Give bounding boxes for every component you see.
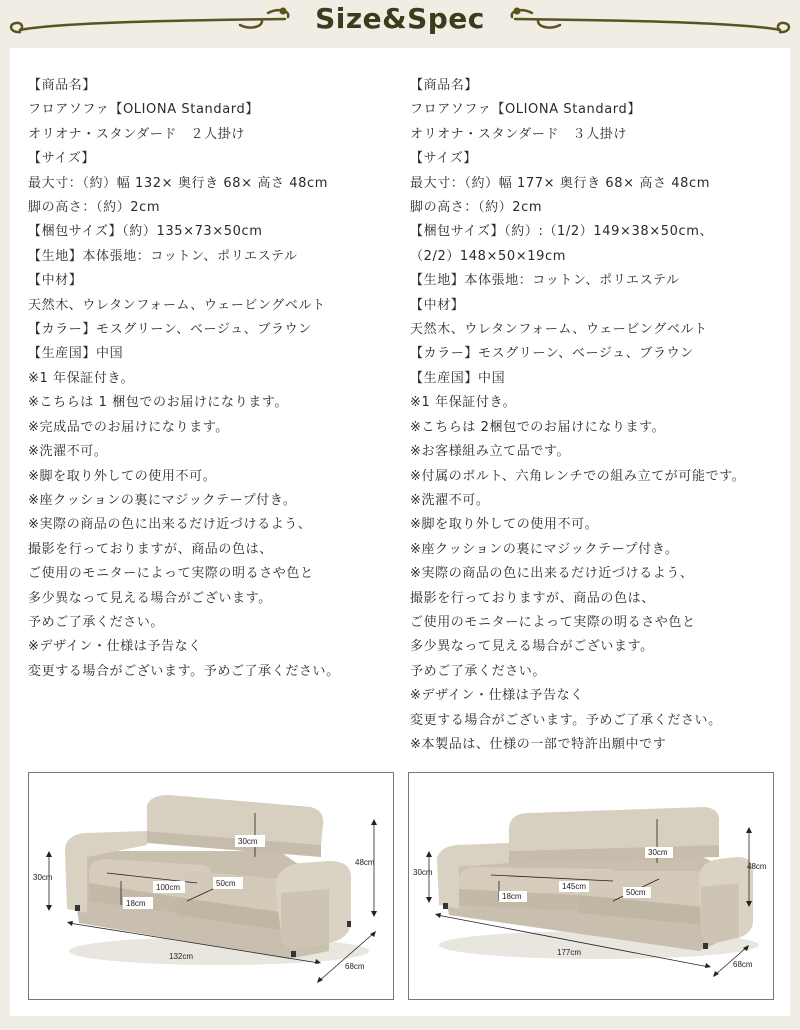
spec-line: ※デザイン・仕様は予告なく	[28, 639, 202, 655]
spec-line: 【中材】	[28, 273, 83, 289]
dim-width: 132cm	[169, 952, 194, 961]
spec-line: 【生産国】中国	[410, 370, 506, 386]
sofa-dimension-figure-2seater	[28, 772, 394, 1000]
dim-seat-depth: 50cm	[216, 879, 236, 888]
spec-line: ※こちらは 1 梱包でのお届けになります。	[28, 395, 288, 411]
spec-line: 撮影を行っておりますが、商品の色は、	[410, 590, 655, 606]
spec-line: ※付属のボルト、六角レンチでの組み立てが可能です。	[410, 468, 746, 484]
spec-line: ※1 年保証付き。	[28, 370, 135, 386]
spec-line: フロアソファ【OLIONA Standard】	[28, 102, 259, 118]
header	[0, 0, 800, 40]
sofa-dimension-figure-3seater	[408, 772, 774, 1000]
dim-depth: 68cm	[345, 962, 365, 971]
spec-line: 多少異なって見える場合がございます。	[410, 639, 654, 655]
sofa-3seater-illustration	[409, 773, 773, 999]
spec-line: 最大寸：（約）幅 132× 奥行き 68× 高さ 48cm	[28, 175, 329, 191]
sofa-2seater-illustration	[29, 773, 393, 999]
spec-line: オリオナ・スタンダード ２人掛け	[28, 126, 245, 142]
spec-line: 変更する場合がございます。予めご了承ください。	[28, 663, 340, 679]
spec-line: 【サイズ】	[28, 151, 95, 167]
dim-seat-depth: 50cm	[626, 888, 646, 897]
spec-line: 天然木、ウレタンフォーム、ウェービングベルト	[410, 322, 708, 338]
dim-seat-height: 18cm	[126, 899, 146, 908]
spec-line: ※お客様組み立て品です。	[410, 444, 571, 460]
spec-line: フロアソファ【OLIONA Standard】	[410, 102, 641, 118]
spec-line: 【商品名】	[28, 78, 97, 93]
spec-line: ご使用のモニターによって実際の明るさや色と	[28, 566, 314, 582]
spec-line: 【中材】	[410, 297, 465, 313]
spec-line: 【商品名】	[410, 78, 479, 93]
spec-panel	[10, 48, 790, 1016]
spec-line: 撮影を行っておりますが、商品の色は、	[28, 541, 273, 557]
spec-line: 脚の高さ：（約）2cm	[410, 200, 543, 216]
dim-arm-height: 30cm	[413, 868, 433, 877]
dim-width: 177cm	[557, 948, 582, 957]
spec-column-2seater	[28, 74, 400, 684]
spec-line: 予めご了承ください。	[28, 614, 165, 630]
spec-line: 変更する場合がございます。予めご了承ください。	[410, 712, 722, 728]
spec-line: 【生地】本体張地：コットン、ポリエステル	[410, 273, 680, 289]
spec-line: ※脚を取り外しての使用不可。	[410, 517, 599, 533]
dim-depth: 68cm	[733, 960, 753, 969]
spec-line: ※1 年保証付き。	[410, 395, 517, 411]
spec-line: ※洗濯不可。	[28, 444, 108, 460]
spec-line: ※本製品は、仕様の一部で特許出願中です	[410, 736, 667, 752]
spec-line: オリオナ・スタンダード ３人掛け	[410, 126, 627, 142]
spec-line: ※脚を取り外しての使用不可。	[28, 468, 217, 484]
spec-line: 脚の高さ：（約）2cm	[28, 200, 161, 216]
spec-column-3seater	[410, 74, 786, 757]
spec-line: 【梱包サイズ】（約）135×73×50cm	[28, 224, 263, 240]
dim-backrest: 30cm	[648, 848, 668, 857]
dim-arm-height: 30cm	[33, 873, 53, 882]
spec-line: ※実際の商品の色に出来るだけ近づけるよう、	[410, 566, 694, 582]
spec-line: 天然木、ウレタンフォーム、ウェービングベルト	[28, 297, 326, 313]
spec-line: 多少異なって見える場合がございます。	[28, 590, 272, 606]
dim-seat-width: 100cm	[156, 883, 181, 892]
spec-line: 【カラー】モスグリーン、ベージュ、ブラウン	[410, 346, 694, 362]
dim-seat-height: 18cm	[502, 892, 522, 901]
spec-line: 【カラー】モスグリーン、ベージュ、ブラウン	[28, 322, 312, 338]
spec-line: ※完成品でのお届けになります。	[28, 419, 229, 435]
dim-seat-width: 145cm	[562, 882, 587, 891]
page-title: Size&Spec	[315, 2, 485, 35]
spec-line: 【生地】本体張地：コットン、ポリエステル	[28, 248, 298, 264]
spec-line: 予めご了承ください。	[410, 663, 547, 679]
spec-line: ご使用のモニターによって実際の明るさや色と	[410, 614, 696, 630]
spec-line: （2/2）148×50×19cm	[410, 248, 567, 264]
spec-line: ※デザイン・仕様は予告なく	[410, 688, 584, 704]
dim-backrest: 30cm	[238, 837, 258, 846]
spec-line: 【サイズ】	[410, 151, 477, 167]
spec-line: 【梱包サイズ】（約）:（1/2）149×38×50cm、	[410, 224, 714, 240]
dim-total-height: 48cm	[355, 858, 375, 867]
spec-line: ※こちらは 2梱包でのお届けになります。	[410, 419, 666, 435]
spec-line: ※実際の商品の色に出来るだけ近づけるよう、	[28, 517, 312, 533]
spec-line: 【生産国】中国	[28, 346, 124, 362]
dim-total-height: 48cm	[747, 862, 767, 871]
spec-line: ※洗濯不可。	[410, 492, 490, 508]
spec-line: 最大寸：（約）幅 177× 奥行き 68× 高さ 48cm	[410, 175, 711, 191]
spec-line: ※座クッションの裏にマジックテープ付き。	[410, 541, 679, 557]
spec-line: ※座クッションの裏にマジックテープ付き。	[28, 492, 297, 508]
